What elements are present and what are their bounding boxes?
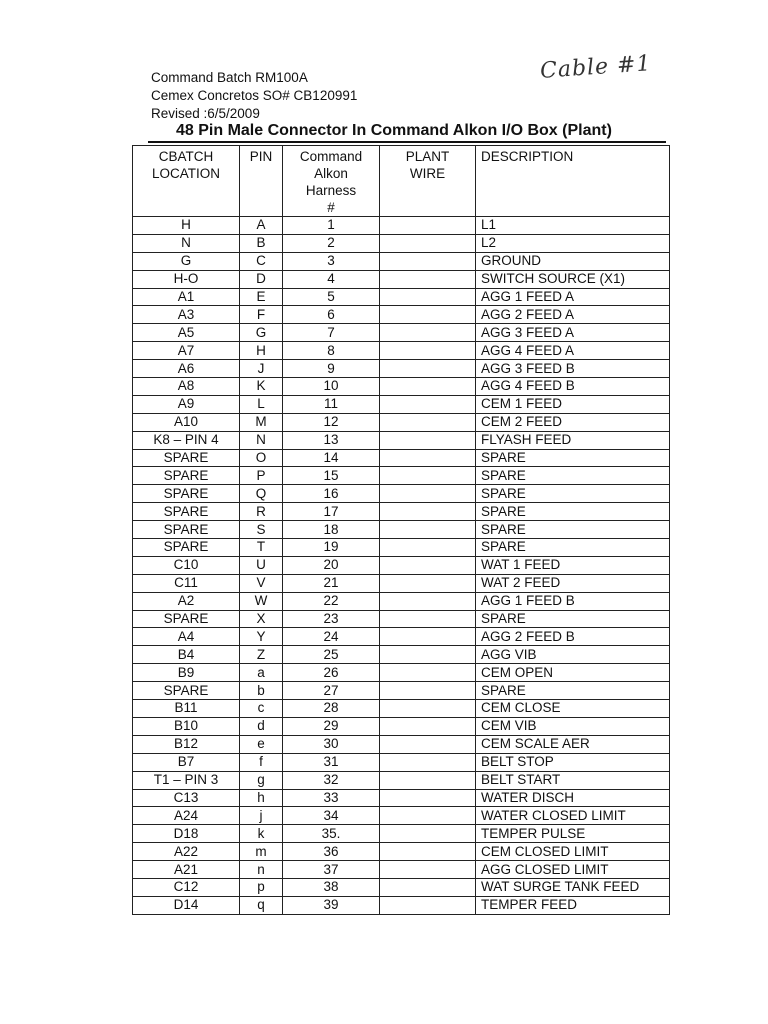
table-row: [133, 539, 670, 557]
cell-pin: e: [240, 735, 283, 753]
cell-pin: Q: [240, 485, 283, 503]
cell-cbatch-location: D18: [133, 825, 240, 843]
cell-plant-wire: [380, 610, 476, 628]
table-row: [133, 753, 670, 771]
cell-harness-number: 19: [283, 539, 380, 557]
header-line-customer: Cemex Concretos SO# CB120991: [151, 88, 358, 103]
cell-description: FLYASH FEED: [476, 431, 670, 449]
table-row: [133, 395, 670, 413]
cell-plant-wire: [380, 217, 476, 235]
table-row: [133, 878, 670, 896]
column-header-cbatch-location: CBATCH LOCATION: [133, 146, 240, 217]
cell-cbatch-location: B9: [133, 664, 240, 682]
cell-pin: W: [240, 592, 283, 610]
cell-plant-wire: [380, 521, 476, 539]
cell-harness-number: 29: [283, 717, 380, 735]
cell-plant-wire: [380, 878, 476, 896]
column-header-description: DESCRIPTION: [476, 146, 670, 217]
cell-harness-number: 27: [283, 682, 380, 700]
cell-pin: m: [240, 843, 283, 861]
document-header: [151, 69, 357, 123]
cell-harness-number: 5: [283, 288, 380, 306]
cell-cbatch-location: C11: [133, 574, 240, 592]
cell-description: CEM VIB: [476, 717, 670, 735]
cell-description: L2: [476, 234, 670, 252]
cell-pin: U: [240, 556, 283, 574]
cell-plant-wire: [380, 556, 476, 574]
cell-harness-number: 20: [283, 556, 380, 574]
table-row: [133, 592, 670, 610]
cell-cbatch-location: C13: [133, 789, 240, 807]
cell-cbatch-location: A24: [133, 807, 240, 825]
cell-pin: n: [240, 861, 283, 879]
cell-pin: M: [240, 413, 283, 431]
cell-cbatch-location: H: [133, 217, 240, 235]
cell-cbatch-location: A9: [133, 395, 240, 413]
cell-plant-wire: [380, 682, 476, 700]
cell-cbatch-location: SPARE: [133, 682, 240, 700]
cell-plant-wire: [380, 717, 476, 735]
table-row: [133, 431, 670, 449]
cell-plant-wire: [380, 395, 476, 413]
cell-plant-wire: [380, 306, 476, 324]
cell-harness-number: 4: [283, 270, 380, 288]
cell-harness-number: 10: [283, 378, 380, 396]
cell-harness-number: 16: [283, 485, 380, 503]
cell-harness-number: 6: [283, 306, 380, 324]
cell-description: WATER DISCH: [476, 789, 670, 807]
table-row: [133, 646, 670, 664]
cell-description: SPARE: [476, 485, 670, 503]
cell-cbatch-location: A22: [133, 843, 240, 861]
cell-harness-number: 31: [283, 753, 380, 771]
cell-harness-number: 11: [283, 395, 380, 413]
cell-cbatch-location: SPARE: [133, 539, 240, 557]
cell-pin: K: [240, 378, 283, 396]
cell-plant-wire: [380, 413, 476, 431]
cell-description: BELT START: [476, 771, 670, 789]
cell-description: AGG 4 FEED A: [476, 342, 670, 360]
table-row: [133, 449, 670, 467]
cell-pin: E: [240, 288, 283, 306]
table-row: [133, 217, 670, 235]
cell-cbatch-location: A2: [133, 592, 240, 610]
cell-description: SPARE: [476, 503, 670, 521]
cell-cbatch-location: B7: [133, 753, 240, 771]
cell-plant-wire: [380, 664, 476, 682]
table-row: [133, 413, 670, 431]
cell-plant-wire: [380, 539, 476, 557]
cell-harness-number: 39: [283, 896, 380, 914]
title-underline: [148, 141, 666, 143]
cell-cbatch-location: H-O: [133, 270, 240, 288]
cell-cbatch-location: SPARE: [133, 485, 240, 503]
cell-cbatch-location: C12: [133, 878, 240, 896]
cell-cbatch-location: A5: [133, 324, 240, 342]
cell-description: WAT 2 FEED: [476, 574, 670, 592]
cell-cbatch-location: A8: [133, 378, 240, 396]
table-row: [133, 574, 670, 592]
header-line-batch: Command Batch RM100A: [151, 70, 308, 85]
cell-plant-wire: [380, 771, 476, 789]
cell-pin: G: [240, 324, 283, 342]
cell-description: BELT STOP: [476, 753, 670, 771]
cell-harness-number: 21: [283, 574, 380, 592]
table-row: [133, 360, 670, 378]
cell-pin: q: [240, 896, 283, 914]
table-row: [133, 682, 670, 700]
table-row: [133, 306, 670, 324]
cell-description: AGG 3 FEED A: [476, 324, 670, 342]
cell-pin: T: [240, 539, 283, 557]
cell-description: AGG 1 FEED B: [476, 592, 670, 610]
cell-pin: B: [240, 234, 283, 252]
cell-harness-number: 37: [283, 861, 380, 879]
cell-cbatch-location: T1 – PIN 3: [133, 771, 240, 789]
cell-cbatch-location: A3: [133, 306, 240, 324]
cell-pin: c: [240, 700, 283, 718]
cell-harness-number: 28: [283, 700, 380, 718]
cell-description: SPARE: [476, 610, 670, 628]
cell-cbatch-location: B10: [133, 717, 240, 735]
table-row: [133, 628, 670, 646]
cell-cbatch-location: A1: [133, 288, 240, 306]
table-row: [133, 503, 670, 521]
cell-description: AGG 2 FEED A: [476, 306, 670, 324]
cell-harness-number: 1: [283, 217, 380, 235]
cell-description: WAT 1 FEED: [476, 556, 670, 574]
cell-plant-wire: [380, 646, 476, 664]
cell-plant-wire: [380, 467, 476, 485]
table-row: [133, 556, 670, 574]
cell-description: AGG VIB: [476, 646, 670, 664]
cell-plant-wire: [380, 449, 476, 467]
cell-description: SPARE: [476, 449, 670, 467]
cell-plant-wire: [380, 896, 476, 914]
handwritten-note: Cable #1: [539, 51, 653, 84]
cell-pin: S: [240, 521, 283, 539]
cell-plant-wire: [380, 503, 476, 521]
table-row: [133, 610, 670, 628]
cell-cbatch-location: B12: [133, 735, 240, 753]
table-row: [133, 843, 670, 861]
cell-pin: H: [240, 342, 283, 360]
cell-description: SPARE: [476, 467, 670, 485]
cell-plant-wire: [380, 270, 476, 288]
document-title: 48 Pin Male Connector In Command Alkon I/O Box (Plant): [176, 122, 612, 139]
cell-harness-number: 36: [283, 843, 380, 861]
cell-description: AGG 1 FEED A: [476, 288, 670, 306]
cell-cbatch-location: SPARE: [133, 449, 240, 467]
cell-plant-wire: [380, 252, 476, 270]
cell-plant-wire: [380, 807, 476, 825]
cell-plant-wire: [380, 753, 476, 771]
cell-harness-number: 3: [283, 252, 380, 270]
cell-pin: p: [240, 878, 283, 896]
pin-table: [132, 145, 670, 915]
cell-pin: b: [240, 682, 283, 700]
cell-cbatch-location: D14: [133, 896, 240, 914]
cell-pin: f: [240, 753, 283, 771]
cell-pin: d: [240, 717, 283, 735]
cell-description: CEM CLOSE: [476, 700, 670, 718]
cell-harness-number: 30: [283, 735, 380, 753]
cell-pin: Y: [240, 628, 283, 646]
table-row: [133, 252, 670, 270]
cell-pin: h: [240, 789, 283, 807]
cell-pin: A: [240, 217, 283, 235]
table-row: [133, 789, 670, 807]
cell-pin: N: [240, 431, 283, 449]
cell-harness-number: 25: [283, 646, 380, 664]
cell-cbatch-location: B11: [133, 700, 240, 718]
cell-harness-number: 14: [283, 449, 380, 467]
cell-cbatch-location: A10: [133, 413, 240, 431]
cell-description: CEM SCALE AER: [476, 735, 670, 753]
cell-harness-number: 7: [283, 324, 380, 342]
cell-harness-number: 33: [283, 789, 380, 807]
column-header-harness: Command Alkon Harness #: [283, 146, 380, 217]
cell-cbatch-location: SPARE: [133, 467, 240, 485]
cell-pin: D: [240, 270, 283, 288]
cell-pin: O: [240, 449, 283, 467]
cell-pin: X: [240, 610, 283, 628]
cell-pin: J: [240, 360, 283, 378]
cell-description: AGG 3 FEED B: [476, 360, 670, 378]
cell-harness-number: 32: [283, 771, 380, 789]
cell-cbatch-location: K8 – PIN 4: [133, 431, 240, 449]
column-header-pin: PIN: [240, 146, 283, 217]
header-line-revised: Revised :6/5/2009: [151, 106, 260, 121]
cell-harness-number: 35.: [283, 825, 380, 843]
cell-description: AGG CLOSED LIMIT: [476, 861, 670, 879]
cell-harness-number: 13: [283, 431, 380, 449]
cell-pin: C: [240, 252, 283, 270]
cell-description: L1: [476, 217, 670, 235]
table-row: [133, 342, 670, 360]
table-row: [133, 861, 670, 879]
cell-cbatch-location: A21: [133, 861, 240, 879]
cell-harness-number: 23: [283, 610, 380, 628]
cell-description: AGG 4 FEED B: [476, 378, 670, 396]
cell-pin: Z: [240, 646, 283, 664]
table-row: [133, 717, 670, 735]
cell-pin: L: [240, 395, 283, 413]
cell-description: WATER CLOSED LIMIT: [476, 807, 670, 825]
table-row: [133, 521, 670, 539]
cell-description: CEM CLOSED LIMIT: [476, 843, 670, 861]
table-row: [133, 270, 670, 288]
cell-plant-wire: [380, 574, 476, 592]
cell-plant-wire: [380, 431, 476, 449]
cell-harness-number: 17: [283, 503, 380, 521]
cell-description: SPARE: [476, 682, 670, 700]
column-header-plant-wire: PLANT WIRE: [380, 146, 476, 217]
cell-plant-wire: [380, 360, 476, 378]
table-header-row: [133, 146, 670, 217]
table-row: [133, 234, 670, 252]
cell-cbatch-location: A6: [133, 360, 240, 378]
cell-plant-wire: [380, 324, 476, 342]
cell-description: TEMPER FEED: [476, 896, 670, 914]
cell-description: GROUND: [476, 252, 670, 270]
table-row: [133, 288, 670, 306]
cell-plant-wire: [380, 234, 476, 252]
cell-plant-wire: [380, 861, 476, 879]
table-row: [133, 378, 670, 396]
cell-harness-number: 38: [283, 878, 380, 896]
cell-harness-number: 34: [283, 807, 380, 825]
cell-plant-wire: [380, 735, 476, 753]
cell-cbatch-location: A7: [133, 342, 240, 360]
cell-harness-number: 15: [283, 467, 380, 485]
cell-description: CEM OPEN: [476, 664, 670, 682]
cell-plant-wire: [380, 485, 476, 503]
cell-plant-wire: [380, 843, 476, 861]
table-row: [133, 807, 670, 825]
cell-pin: R: [240, 503, 283, 521]
cell-cbatch-location: B4: [133, 646, 240, 664]
cell-plant-wire: [380, 342, 476, 360]
table-row: [133, 467, 670, 485]
table-row: [133, 664, 670, 682]
cell-plant-wire: [380, 378, 476, 396]
cell-pin: V: [240, 574, 283, 592]
cell-harness-number: 24: [283, 628, 380, 646]
cell-description: SPARE: [476, 539, 670, 557]
cell-harness-number: 26: [283, 664, 380, 682]
table-row: [133, 771, 670, 789]
cell-cbatch-location: C10: [133, 556, 240, 574]
cell-harness-number: 22: [283, 592, 380, 610]
table-row: [133, 485, 670, 503]
cell-harness-number: 9: [283, 360, 380, 378]
cell-pin: a: [240, 664, 283, 682]
cell-description: TEMPER PULSE: [476, 825, 670, 843]
cell-pin: g: [240, 771, 283, 789]
cell-plant-wire: [380, 789, 476, 807]
cell-harness-number: 2: [283, 234, 380, 252]
cell-cbatch-location: SPARE: [133, 503, 240, 521]
cell-description: CEM 1 FEED: [476, 395, 670, 413]
cell-cbatch-location: G: [133, 252, 240, 270]
cell-cbatch-location: N: [133, 234, 240, 252]
table-row: [133, 896, 670, 914]
cell-plant-wire: [380, 628, 476, 646]
cell-harness-number: 12: [283, 413, 380, 431]
table-row: [133, 825, 670, 843]
pin-table-body: [133, 217, 670, 915]
cell-pin: k: [240, 825, 283, 843]
cell-plant-wire: [380, 288, 476, 306]
cell-pin: j: [240, 807, 283, 825]
cell-cbatch-location: SPARE: [133, 521, 240, 539]
cell-description: WAT SURGE TANK FEED: [476, 878, 670, 896]
cell-cbatch-location: SPARE: [133, 610, 240, 628]
cell-plant-wire: [380, 700, 476, 718]
cell-description: CEM 2 FEED: [476, 413, 670, 431]
cell-description: SWITCH SOURCE (X1): [476, 270, 670, 288]
table-row: [133, 735, 670, 753]
cell-harness-number: 8: [283, 342, 380, 360]
cell-plant-wire: [380, 825, 476, 843]
cell-plant-wire: [380, 592, 476, 610]
table-row: [133, 324, 670, 342]
cell-harness-number: 18: [283, 521, 380, 539]
cell-pin: P: [240, 467, 283, 485]
cell-description: AGG 2 FEED B: [476, 628, 670, 646]
cell-pin: F: [240, 306, 283, 324]
cell-description: SPARE: [476, 521, 670, 539]
cell-cbatch-location: A4: [133, 628, 240, 646]
table-row: [133, 700, 670, 718]
